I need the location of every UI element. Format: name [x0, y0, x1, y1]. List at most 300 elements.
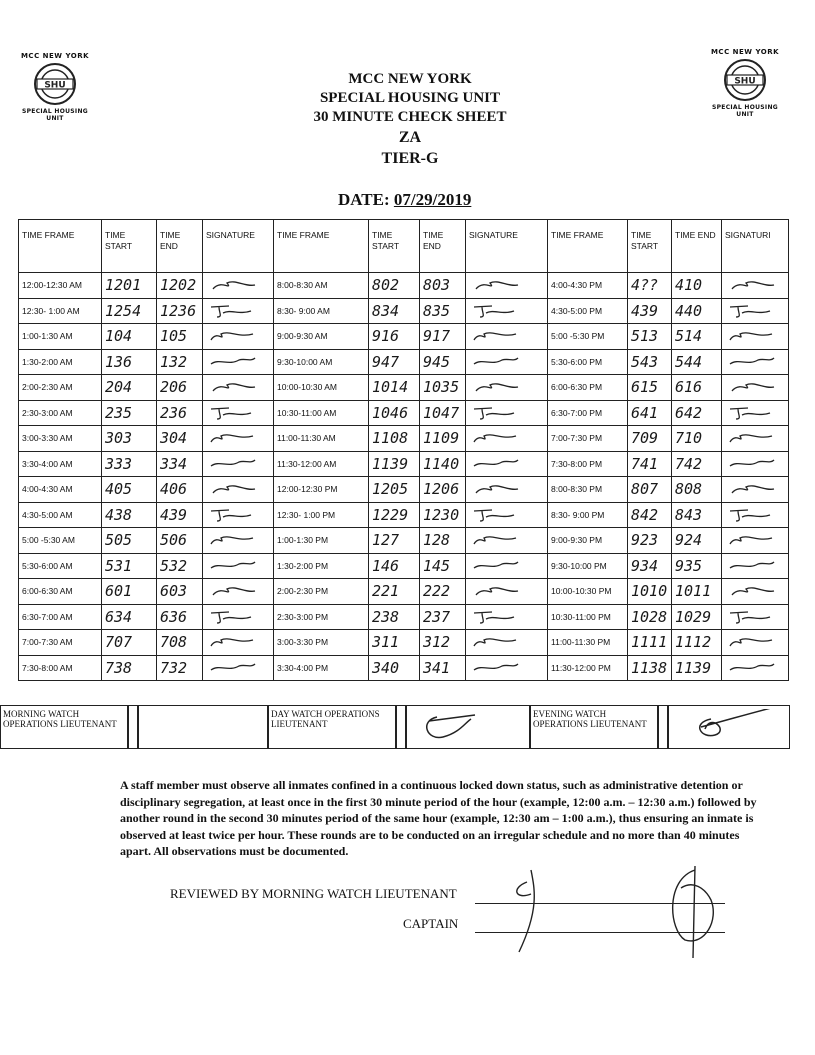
time-start-cell[interactable]: 439 — [628, 298, 672, 324]
time-frame-cell: 7:30-8:00 AM — [19, 655, 102, 681]
time-end-cell[interactable]: 742 — [672, 451, 722, 477]
time-frame-cell: 2:00-2:30 PM — [274, 579, 369, 605]
time-start-cell[interactable]: 146 — [369, 553, 420, 579]
time-frame-cell: 9:00-9:30 PM — [548, 528, 628, 554]
time-start-cell[interactable]: 947 — [369, 349, 420, 375]
time-frame-cell: 6:30-7:00 PM — [548, 400, 628, 426]
time-start-cell[interactable]: 1046 — [369, 400, 420, 426]
signature-cell[interactable] — [203, 375, 274, 401]
time-end-cell[interactable]: 1109 — [420, 426, 466, 452]
time-frame-cell: 12:00-12:30 AM — [19, 273, 102, 299]
signature-mark — [728, 379, 776, 395]
time-end-cell[interactable]: 334 — [157, 451, 203, 477]
time-start-cell[interactable]: 738 — [102, 655, 157, 681]
logo-center-text: SHU — [734, 76, 756, 87]
signature-mark — [472, 303, 520, 319]
time-end-cell[interactable]: 439 — [157, 502, 203, 528]
time-frame-cell: 1:00-1:30 PM — [274, 528, 369, 554]
signature-mark — [209, 532, 257, 548]
table-row — [19, 298, 789, 324]
time-end-cell[interactable]: 206 — [157, 375, 203, 401]
time-end-cell[interactable]: 1011 — [672, 579, 722, 605]
column-header: TIME START — [102, 220, 157, 273]
table-row — [19, 528, 789, 554]
signature-mark — [728, 328, 776, 344]
time-start-cell[interactable]: 634 — [102, 604, 157, 630]
time-frame-cell: 6:30-7:00 AM — [19, 604, 102, 630]
signature-mark — [209, 660, 257, 676]
signature-cell[interactable] — [203, 400, 274, 426]
logo-bottom-text: SPECIAL HOUSING UNIT — [711, 104, 778, 118]
column-header: TIME END — [420, 220, 466, 273]
signature-cell[interactable] — [466, 426, 548, 452]
time-frame-cell: 10:00-10:30 AM — [274, 375, 369, 401]
logo-top-text: MCC NEW YORK — [20, 52, 90, 60]
time-start-cell[interactable]: 741 — [628, 451, 672, 477]
signature-cell[interactable] — [203, 451, 274, 477]
morning-watch-signature[interactable] — [138, 705, 268, 749]
signature-cell[interactable] — [203, 553, 274, 579]
table-row — [19, 553, 789, 579]
title-line-4: ZA — [398, 129, 422, 146]
time-frame-cell: 3:30-4:00 PM — [274, 655, 369, 681]
time-frame-cell: 9:30-10:00 AM — [274, 349, 369, 375]
time-frame-cell: 6:00-6:30 PM — [548, 375, 628, 401]
signature-cell[interactable] — [466, 273, 548, 299]
time-end-cell[interactable]: 603 — [157, 579, 203, 605]
signature-cell[interactable] — [203, 630, 274, 656]
time-frame-cell: 8:00-8:30 AM — [274, 273, 369, 299]
time-frame-cell: 1:30-2:00 AM — [19, 349, 102, 375]
time-start-cell[interactable]: 303 — [102, 426, 157, 452]
table-row — [19, 426, 789, 452]
signature-mark — [209, 456, 257, 472]
time-frame-cell: 3:00-3:30 PM — [274, 630, 369, 656]
time-start-cell[interactable]: 1010 — [628, 579, 672, 605]
signature-cell[interactable] — [466, 579, 548, 605]
time-end-cell[interactable]: 835 — [420, 298, 466, 324]
time-end-cell[interactable]: 1206 — [420, 477, 466, 503]
time-start-cell[interactable]: 615 — [628, 375, 672, 401]
time-end-cell[interactable]: 304 — [157, 426, 203, 452]
time-end-cell[interactable]: 1140 — [420, 451, 466, 477]
time-start-cell[interactable]: 916 — [369, 324, 420, 350]
signature-mark — [209, 481, 257, 497]
watch-signature-row — [0, 705, 790, 749]
time-end-cell[interactable]: 341 — [420, 655, 466, 681]
morning-watch-label: MORNING WATCH OPERATIONS LIEUTENANT — [0, 705, 128, 749]
time-start-cell[interactable]: 1201 — [102, 273, 157, 299]
time-start-cell[interactable]: 1205 — [369, 477, 420, 503]
table-row — [19, 349, 789, 375]
time-start-cell[interactable]: 127 — [369, 528, 420, 554]
column-header: TIME START — [628, 220, 672, 273]
time-start-cell[interactable]: 235 — [102, 400, 157, 426]
signature-mark — [209, 507, 257, 523]
time-frame-cell: 5:00 -5:30 PM — [548, 324, 628, 350]
time-start-cell[interactable]: 438 — [102, 502, 157, 528]
signature-mark — [472, 507, 520, 523]
seal-icon — [33, 62, 77, 106]
signature-mark — [472, 405, 520, 421]
signature-mark — [209, 609, 257, 625]
time-frame-cell: 1:00-1:30 AM — [19, 324, 102, 350]
table-row — [19, 630, 789, 656]
signature-mark — [728, 634, 776, 650]
time-end-cell[interactable]: 808 — [672, 477, 722, 503]
signature-mark — [209, 430, 257, 446]
column-header: SIGNATURI — [722, 220, 789, 273]
time-start-cell[interactable]: 505 — [102, 528, 157, 554]
signature-cell[interactable] — [466, 375, 548, 401]
logo-center-text: SHU — [44, 80, 66, 91]
signature-cell[interactable] — [203, 528, 274, 554]
time-end-cell[interactable]: 506 — [157, 528, 203, 554]
signature-mark — [209, 634, 257, 650]
time-end-cell[interactable]: 803 — [420, 273, 466, 299]
time-end-cell[interactable]: 935 — [672, 553, 722, 579]
signature-mark — [209, 354, 257, 370]
reviewer-signatures — [505, 860, 725, 960]
signature-mark — [728, 507, 776, 523]
signature-mark — [728, 583, 776, 599]
time-start-cell[interactable]: 1111 — [628, 630, 672, 656]
signature-cell[interactable] — [203, 604, 274, 630]
signature-cell[interactable] — [722, 655, 789, 681]
time-frame-cell: 11:30-12:00 PM — [548, 655, 628, 681]
time-end-cell[interactable]: 708 — [157, 630, 203, 656]
time-end-cell[interactable]: 642 — [672, 400, 722, 426]
signature-cell[interactable] — [722, 298, 789, 324]
signature-cell[interactable] — [203, 298, 274, 324]
time-end-cell[interactable]: 917 — [420, 324, 466, 350]
signature-cell[interactable] — [466, 451, 548, 477]
time-frame-cell: 12:30- 1:00 AM — [19, 298, 102, 324]
time-end-cell[interactable]: 514 — [672, 324, 722, 350]
seal-icon — [723, 58, 767, 102]
time-frame-cell: 9:30-10:00 PM — [548, 553, 628, 579]
spacer — [658, 705, 668, 749]
time-start-cell[interactable]: 934 — [628, 553, 672, 579]
time-frame-cell: 8:30- 9:00 PM — [548, 502, 628, 528]
logo-right — [704, 48, 786, 118]
logo-left — [14, 52, 96, 122]
time-end-cell[interactable]: 1047 — [420, 400, 466, 426]
signature-cell[interactable] — [203, 349, 274, 375]
time-start-cell[interactable]: 513 — [628, 324, 672, 350]
signature-mark — [472, 328, 520, 344]
day-watch-label: DAY WATCH OPERATIONS LIEUTENANT — [268, 705, 396, 749]
time-frame-cell: 10:30-11:00 AM — [274, 400, 369, 426]
time-frame-cell: 2:00-2:30 AM — [19, 375, 102, 401]
signature-cell[interactable] — [466, 604, 548, 630]
signature-mark — [209, 303, 257, 319]
signature-mark — [472, 532, 520, 548]
time-frame-cell: 4:00-4:30 PM — [548, 273, 628, 299]
signature-cell[interactable] — [203, 426, 274, 452]
column-header: TIME FRAME — [548, 220, 628, 273]
spacer — [396, 705, 406, 749]
table-body — [19, 273, 789, 681]
time-frame-cell: 1:30-2:00 PM — [274, 553, 369, 579]
time-start-cell[interactable]: 543 — [628, 349, 672, 375]
title-line-5: TIER-G — [381, 150, 439, 167]
signature-cell[interactable] — [203, 273, 274, 299]
spacer — [128, 705, 138, 749]
document-title — [250, 70, 570, 169]
time-end-cell[interactable]: 732 — [157, 655, 203, 681]
time-frame-cell: 7:30-8:00 PM — [548, 451, 628, 477]
time-frame-cell: 10:30-11:00 PM — [548, 604, 628, 630]
signature-mark — [472, 558, 520, 574]
signature-cell[interactable] — [722, 400, 789, 426]
instructions-paragraph: A staff member must observe all inmates confined in a continuous locked down status, such as administrative detention or disciplinary segregation, at least once in the first 30 minute period of the hour (example, 12:00 a.m. – 12:30 a.m.) followed by another round in the second 30 minutes period of the same hour (example, 12:30 am – 1:00 a.m.), thus ensuring an inmate is observed at least twice per hour. These rounds are to be conducted on an irregular schedule and no more than 40 minutes apart. All observations must be documented. — [120, 778, 757, 858]
time-end-cell[interactable]: 145 — [420, 553, 466, 579]
time-start-cell[interactable]: 4?? — [628, 273, 672, 299]
time-frame-cell: 11:00-11:30 PM — [548, 630, 628, 656]
lieutenant-review-label: REVIEWED BY MORNING WATCH LIEUTENANT — [170, 886, 457, 901]
signature-cell[interactable] — [203, 655, 274, 681]
time-frame-cell: 8:30- 9:00 AM — [274, 298, 369, 324]
time-frame-cell: 5:30-6:00 AM — [19, 553, 102, 579]
time-start-cell[interactable]: 104 — [102, 324, 157, 350]
signature-cell[interactable] — [722, 579, 789, 605]
time-frame-cell: 12:00-12:30 PM — [274, 477, 369, 503]
signature-cell[interactable] — [722, 426, 789, 452]
signature-cell[interactable] — [722, 630, 789, 656]
signature-mark — [409, 709, 479, 743]
signature-cell[interactable] — [722, 273, 789, 299]
signature-cell[interactable] — [722, 477, 789, 503]
signature-mark — [209, 328, 257, 344]
table-row — [19, 400, 789, 426]
signature-cell[interactable] — [722, 349, 789, 375]
time-start-cell[interactable]: 601 — [102, 579, 157, 605]
time-frame-cell: 3:00-3:30 AM — [19, 426, 102, 452]
table-row — [19, 324, 789, 350]
time-end-cell[interactable]: 222 — [420, 579, 466, 605]
signature-cell[interactable] — [722, 604, 789, 630]
logo-top-text: MCC NEW YORK — [710, 48, 780, 56]
time-end-cell[interactable]: 532 — [157, 553, 203, 579]
time-start-cell[interactable]: 531 — [102, 553, 157, 579]
signature-cell[interactable] — [466, 630, 548, 656]
signature-cell[interactable] — [466, 502, 548, 528]
time-start-cell[interactable]: 834 — [369, 298, 420, 324]
signature-cell[interactable] — [722, 553, 789, 579]
signature-cell[interactable] — [466, 528, 548, 554]
day-watch-signature[interactable] — [406, 705, 530, 749]
time-end-cell[interactable]: 1035 — [420, 375, 466, 401]
signature-cell[interactable] — [722, 451, 789, 477]
time-end-cell[interactable]: 128 — [420, 528, 466, 554]
signature-mark — [472, 354, 520, 370]
signature-cell[interactable] — [722, 375, 789, 401]
time-end-cell[interactable]: 710 — [672, 426, 722, 452]
time-start-cell[interactable]: 221 — [369, 579, 420, 605]
time-start-cell[interactable]: 1028 — [628, 604, 672, 630]
logo-bottom-text: SPECIAL HOUSING UNIT — [21, 108, 88, 122]
column-header: TIME FRAME — [274, 220, 369, 273]
signature-mark — [728, 456, 776, 472]
signature-mark — [728, 303, 776, 319]
signature-cell[interactable] — [466, 349, 548, 375]
time-start-cell[interactable]: 204 — [102, 375, 157, 401]
time-frame-cell: 2:30-3:00 PM — [274, 604, 369, 630]
signature-mark — [209, 558, 257, 574]
time-end-cell[interactable]: 312 — [420, 630, 466, 656]
time-end-cell[interactable]: 1202 — [157, 273, 203, 299]
time-end-cell[interactable]: 410 — [672, 273, 722, 299]
time-frame-cell: 5:30-6:00 PM — [548, 349, 628, 375]
time-end-cell[interactable]: 544 — [672, 349, 722, 375]
time-start-cell[interactable]: 1138 — [628, 655, 672, 681]
signature-cell[interactable] — [466, 553, 548, 579]
time-start-cell[interactable]: 1254 — [102, 298, 157, 324]
time-frame-cell: 8:00-8:30 PM — [548, 477, 628, 503]
time-start-cell[interactable]: 707 — [102, 630, 157, 656]
signature-mark — [472, 379, 520, 395]
signature-mark — [728, 481, 776, 497]
signature-mark — [728, 354, 776, 370]
header-row — [19, 220, 789, 273]
column-header: SIGNATURE — [203, 220, 274, 273]
signature-cell[interactable] — [203, 324, 274, 350]
time-end-cell[interactable]: 440 — [672, 298, 722, 324]
evening-watch-signature[interactable] — [668, 705, 790, 749]
time-end-cell[interactable]: 236 — [157, 400, 203, 426]
signature-cell[interactable] — [722, 324, 789, 350]
signature-mark — [728, 660, 776, 676]
signature-mark — [728, 532, 776, 548]
table-row — [19, 502, 789, 528]
time-end-cell[interactable]: 1029 — [672, 604, 722, 630]
time-start-cell[interactable]: 923 — [628, 528, 672, 554]
signature-mark — [472, 481, 520, 497]
signature-mark — [472, 277, 520, 293]
time-end-cell[interactable]: 924 — [672, 528, 722, 554]
time-frame-cell: 11:30-12:00 AM — [274, 451, 369, 477]
column-header: SIGNATURE — [466, 220, 548, 273]
signature-mark — [728, 405, 776, 421]
time-start-cell[interactable]: 807 — [628, 477, 672, 503]
evening-watch-label: EVENING WATCH OPERATIONS LIEUTENANT — [530, 705, 658, 749]
column-header: TIME START — [369, 220, 420, 273]
time-start-cell[interactable]: 842 — [628, 502, 672, 528]
signature-mark — [728, 277, 776, 293]
time-start-cell[interactable]: 1139 — [369, 451, 420, 477]
time-start-cell[interactable]: 311 — [369, 630, 420, 656]
signature-cell[interactable] — [722, 528, 789, 554]
time-frame-cell: 10:00-10:30 PM — [548, 579, 628, 605]
time-end-cell[interactable]: 237 — [420, 604, 466, 630]
signature-cell[interactable] — [466, 324, 548, 350]
time-end-cell[interactable]: 406 — [157, 477, 203, 503]
time-start-cell[interactable]: 1108 — [369, 426, 420, 452]
time-start-cell[interactable]: 405 — [102, 477, 157, 503]
table-row — [19, 451, 789, 477]
column-header: TIME END — [672, 220, 722, 273]
table-row — [19, 273, 789, 299]
time-end-cell[interactable]: 636 — [157, 604, 203, 630]
date-line — [338, 190, 471, 210]
time-end-cell[interactable]: 1236 — [157, 298, 203, 324]
signature-mark — [209, 583, 257, 599]
time-end-cell[interactable]: 105 — [157, 324, 203, 350]
signature-cell[interactable] — [466, 400, 548, 426]
signature-mark — [472, 456, 520, 472]
signature-cell[interactable] — [203, 579, 274, 605]
time-frame-cell: 7:00-7:30 AM — [19, 630, 102, 656]
title-line-2: SPECIAL HOUSING UNIT — [319, 90, 501, 106]
captain-label: CAPTAIN — [403, 916, 459, 931]
column-header: TIME FRAME — [19, 220, 102, 273]
time-frame-cell: 3:30-4:00 AM — [19, 451, 102, 477]
time-end-cell[interactable]: 1139 — [672, 655, 722, 681]
signature-mark — [209, 405, 257, 421]
time-frame-cell: 6:00-6:30 AM — [19, 579, 102, 605]
time-end-cell[interactable]: 616 — [672, 375, 722, 401]
table-row — [19, 579, 789, 605]
title-line-3: 30 MINUTE CHECK SHEET — [313, 109, 507, 125]
time-end-cell[interactable]: 1112 — [672, 630, 722, 656]
time-start-cell[interactable]: 802 — [369, 273, 420, 299]
time-end-cell[interactable]: 945 — [420, 349, 466, 375]
time-start-cell[interactable]: 641 — [628, 400, 672, 426]
signature-mark — [728, 430, 776, 446]
time-frame-cell: 4:30-5:00 AM — [19, 502, 102, 528]
time-frame-cell: 11:00-11:30 AM — [274, 426, 369, 452]
signature-mark — [472, 634, 520, 650]
time-start-cell[interactable]: 1229 — [369, 502, 420, 528]
signature-mark — [671, 709, 781, 745]
table-row — [19, 655, 789, 681]
time-end-cell[interactable]: 132 — [157, 349, 203, 375]
time-start-cell[interactable]: 340 — [369, 655, 420, 681]
time-frame-cell: 7:00-7:30 PM — [548, 426, 628, 452]
time-start-cell[interactable]: 1014 — [369, 375, 420, 401]
time-frame-cell: 9:00-9:30 AM — [274, 324, 369, 350]
time-start-cell[interactable]: 238 — [369, 604, 420, 630]
title-line-1: MCC NEW YORK — [348, 71, 472, 87]
time-frame-cell: 5:00 -5:30 AM — [19, 528, 102, 554]
signature-cell[interactable] — [203, 502, 274, 528]
time-end-cell[interactable]: 843 — [672, 502, 722, 528]
date-value: 07/29/2019 — [393, 190, 472, 209]
time-end-cell[interactable]: 1230 — [420, 502, 466, 528]
time-frame-cell: 4:00-4:30 AM — [19, 477, 102, 503]
signature-mark — [472, 609, 520, 625]
check-sheet-table — [18, 219, 789, 681]
time-start-cell[interactable]: 136 — [102, 349, 157, 375]
column-header: TIME END — [157, 220, 203, 273]
signature-mark — [209, 277, 257, 293]
signature-mark — [472, 660, 520, 676]
table-row — [19, 477, 789, 503]
time-frame-cell: 4:30-5:00 PM — [548, 298, 628, 324]
date-label: DATE: — [338, 190, 390, 209]
signature-cell[interactable] — [466, 655, 548, 681]
time-start-cell[interactable]: 333 — [102, 451, 157, 477]
time-start-cell[interactable]: 709 — [628, 426, 672, 452]
signature-cell[interactable] — [722, 502, 789, 528]
signature-mark — [472, 430, 520, 446]
signature-cell[interactable] — [466, 477, 548, 503]
signature-cell[interactable] — [203, 477, 274, 503]
signature-cell[interactable] — [466, 298, 548, 324]
signature-mark — [728, 558, 776, 574]
time-frame-cell: 2:30-3:00 AM — [19, 400, 102, 426]
